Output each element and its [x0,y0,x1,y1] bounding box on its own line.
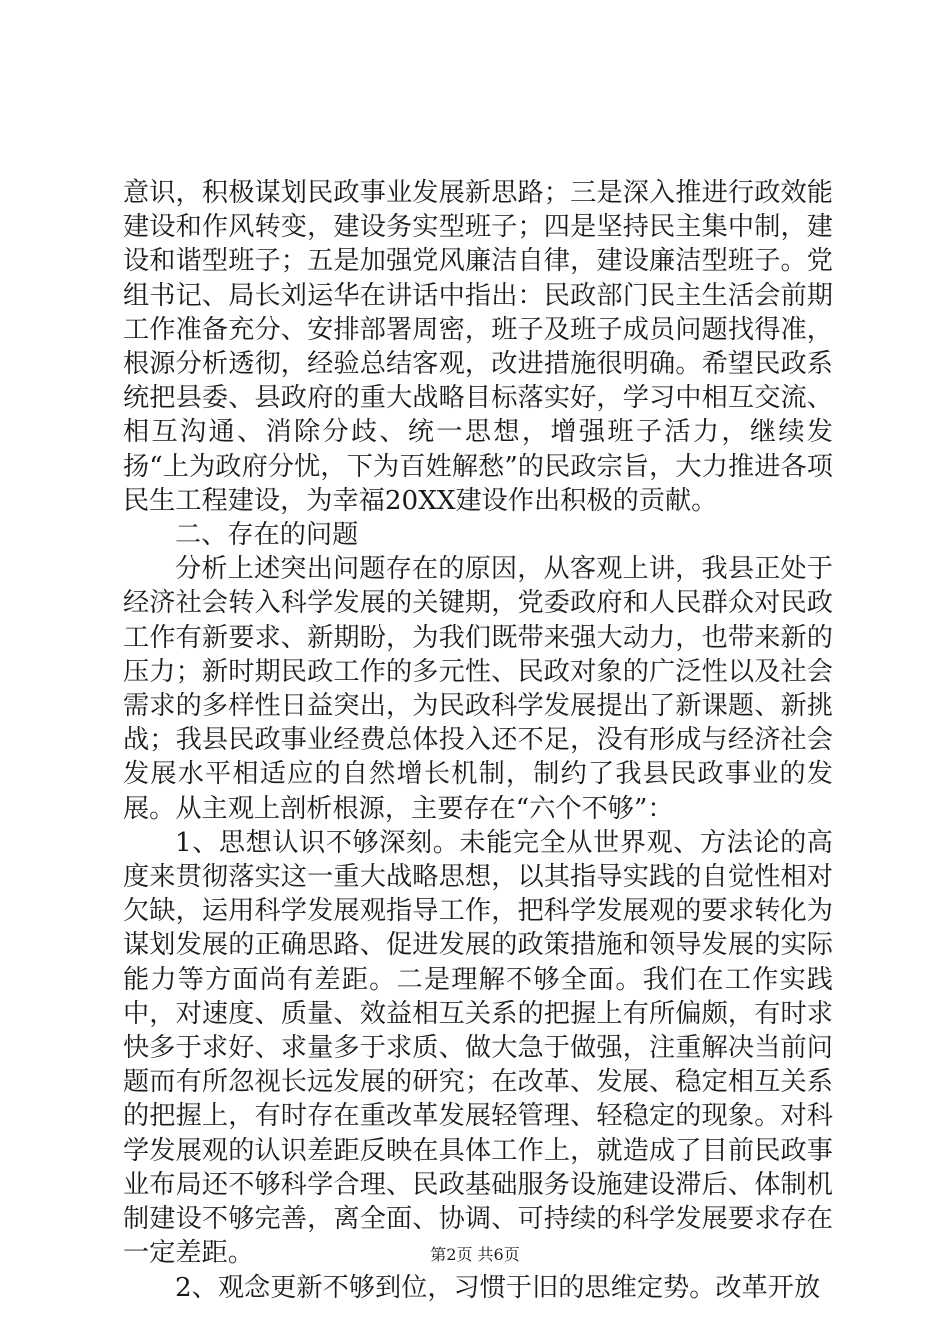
paragraph-point-1: 1、思想认识不够深刻。未能完全从世界观、方法论的高度来贯彻落实这一重大战略思想，以其指导实践的自觉性相对欠缺，运用科学发展观指导工作，把科学发展观的要求转化为谋划发展的正确思路、促进发展的政策措施和领导发展的实际能力等方面尚有差距。二是理解不够全面。我们在工作实践中，对速度、质量、效益相互关系的把握上有所偏颇，有时求快多于求好、求量多于求质、做大急于做强，注重解决当前问题而有所忽视长远发展的研究；在改革、发展、稳定相互关系的把握上，有时存在重改革发展轻管理、轻稳定的现象。对科学发展观的认识差距反映在具体工作上，就造成了目前民政事业布局还不够科学合理、民政基础服务设施建设滞后、体制机制建设不够完善，离全面、协调、可持续的科学发展要求存在一定差距。 [123,827,833,1269]
section-heading-problems: 二、存在的问题 [175,520,359,551]
document-body [123,176,833,1305]
page-footer: 第2页 共6页 [430,1245,520,1264]
paragraph-point-2: 2、观念更新不够到位，习惯于旧的思维定势。改革开放 [175,1272,821,1303]
paragraph-continuation: 意识，积极谋划民政事业发展新思路；三是深入推进行政效能建设和作风转变，建设务实型班子；四是坚持民主集中制，建设和谐型班子；五是加强党风廉洁自律，建设廉洁型班子。党组书记、局长刘运华在讲话中指出：民政部门民主生活会前期工作准备充分、安排部署周密，班子及班子成员问题找得准，根源分析透彻，经验总结客观，改进措施很明确。希望民政系统把县委、县政府的重大战略目标落实好，学习中相互交流、相互沟通、消除分歧、统一思想，增强班子活力，继续发扬“上为政府分忧，下为百姓解愁”的民政宗旨，大力推进各项民生工程建设，为幸福20XX建设作出积极的贡献。 [123,178,833,516]
paragraph-cause-analysis: 分析上述突出问题存在的原因，从客观上讲，我县正处于经济社会转入科学发展的关键期，党委政府和人民群众对民政工作有新要求、新期盼，为我们既带来强大动力，也带来新的压力；新时期民政工作的多元性、民政对象的广泛性以及社会需求的多样性日益突出，为民政科学发展提出了新课题、新挑战；我县民政事业经费总体投入还不足，没有形成与经济社会发展水平相适应的自然增长机制，制约了我县民政事业的发展。从主观上剖析根源，主要存在“六个不够”： [123,554,833,824]
